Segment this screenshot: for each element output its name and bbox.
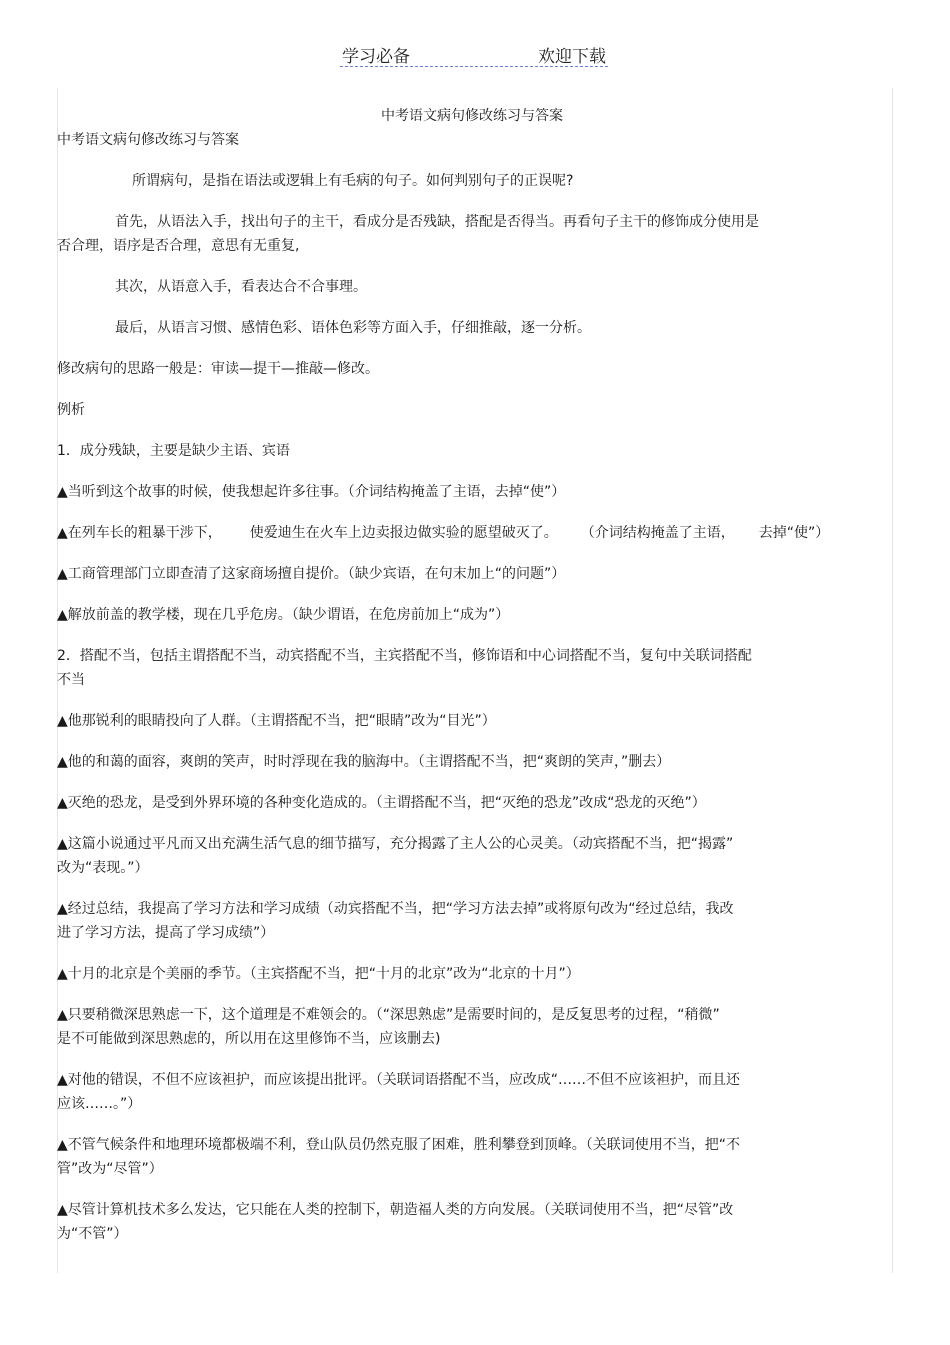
example-item (57, 1133, 887, 1181)
example-line: 是不可能做到深思熟虑的，所以用在这里修饰不当，应该删去) (57, 1031, 441, 1047)
example-item: ▲工商管理部门立即查清了这家商场擅自提价。（缺少宾语，在句末加上“的问题”） (57, 566, 566, 582)
example-item (57, 521, 887, 545)
page-header (340, 40, 608, 67)
example-item: ▲灭绝的恐龙，是受到外界环境的各种变化造成的。（主谓搭配不当，把“灭绝的恐龙”改成“恐龙的灭绝”） (57, 795, 706, 811)
example-line: ▲尽管计算机技术多么发达，它只能在人类的控制下，朝造福人类的方向发展。（关联词使用不当，把“尽管”改 (57, 1202, 734, 1218)
section2-line1: 2．搭配不当，包括主谓搭配不当，动宾搭配不当，主宾搭配不当，修饰语和中心词搭配不当，复句中关联词搭配 (57, 648, 752, 664)
section1-heading: 1．成分残缺，主要是缺少主语、宾语 (57, 443, 290, 459)
example-item (57, 897, 887, 945)
example-line: 管”改为“尽管”） (57, 1161, 163, 1177)
example-line: 应该……。”） (57, 1096, 142, 1112)
example-item: ▲他的和蔼的面容，爽朗的笑声，时时浮现在我的脑海中。（主谓搭配不当，把“爽朗的笑声，”删去） (57, 754, 671, 770)
example-line: ▲只要稍微深思熟虑一下，这个道理是不难领会的。（“深思熟虑”是需要时间的，是反复思考的过程，“稍微” (57, 1007, 720, 1023)
example-item: ▲十月的北京是个美丽的季节。（主宾搭配不当，把“十月的北京”改为“北京的十月”） (57, 966, 580, 982)
step2-paragraph: 其次，从语意入手，看表达合不合事理。 (115, 279, 367, 295)
approach-paragraph: 修改病句的思路一般是：审读—提干—推敲—修改。 (57, 361, 379, 377)
example-part: ▲在列车长的粗暴干涉下， (57, 525, 222, 541)
section2-line2: 不当 (57, 672, 85, 688)
document-subtitle: 中考语文病句修改练习与答案 (57, 132, 239, 148)
example-item (57, 1198, 887, 1246)
example-line: 改为“表现。”） (57, 860, 149, 876)
example-part: （介词结构掩盖了主语， (587, 525, 735, 541)
example-item (57, 1068, 887, 1116)
example-heading: 例析 (57, 402, 85, 418)
example-item: ▲他那锐利的眼睛投向了人群。（主谓搭配不当，把“眼睛”改为“目光”） (57, 713, 496, 729)
header-left-text: 学习必备 (342, 47, 410, 67)
example-item (57, 1003, 887, 1051)
step1-line2: 否合理，语序是否合理，意思有无重复, (57, 238, 300, 254)
document-title: 中考语文病句修改练习与答案 (381, 108, 563, 124)
intro-paragraph: 所谓病句，是指在语法或逻辑上有毛病的句子。如何判别句子的正误呢? (132, 173, 574, 189)
header-right-text: 欢迎下载 (538, 47, 606, 67)
document-body (57, 104, 887, 1246)
example-line: 为“不管”） (57, 1226, 128, 1242)
page-frame-right (892, 88, 893, 1273)
example-part: 去掉“使”） (758, 525, 830, 541)
example-item (57, 832, 887, 880)
step1-line1: 首先，从语法入手，找出句子的主干，看成分是否残缺，搭配是否得当。再看句子主干的修饰成分使用是 (115, 214, 759, 230)
example-line: ▲对他的错误，不但不应该袒护，而应该提出批评。（关联词语搭配不当，应改成“……不但不应该袒护，而且还 (57, 1072, 741, 1088)
section2-heading (57, 644, 887, 692)
example-part: 使爱迪生在火车上边卖报边做实验的愿望破灭了。 (249, 525, 558, 541)
example-item: ▲当听到这个故事的时候，使我想起许多往事。（介词结构掩盖了主语，去掉“使”） (57, 484, 566, 500)
example-line: ▲经过总结，我提高了学习方法和学习成绩（动宾搭配不当，把“学习方法去掉”或将原句改为“经过总结，我改 (57, 901, 734, 917)
example-line: 进了学习方法，提高了学习成绩”） (57, 925, 275, 941)
step3-paragraph: 最后，从语言习惯、感情色彩、语体色彩等方面入手，仔细推敲，逐一分析。 (115, 320, 591, 336)
example-item: ▲解放前盖的教学楼，现在几乎危房。（缺少谓语，在危房前加上“成为”） (57, 607, 510, 623)
step1-paragraph (57, 210, 887, 258)
example-line: ▲这篇小说通过平凡而又出充满生活气息的细节描写，充分揭露了主人公的心灵美。（动宾搭配不当，把“揭露” (57, 836, 734, 852)
example-line: ▲不管气候条件和地理环境都极端不利，登山队员仍然克服了困难，胜利攀登到顶峰。（关联词使用不当，把“不 (57, 1137, 741, 1153)
